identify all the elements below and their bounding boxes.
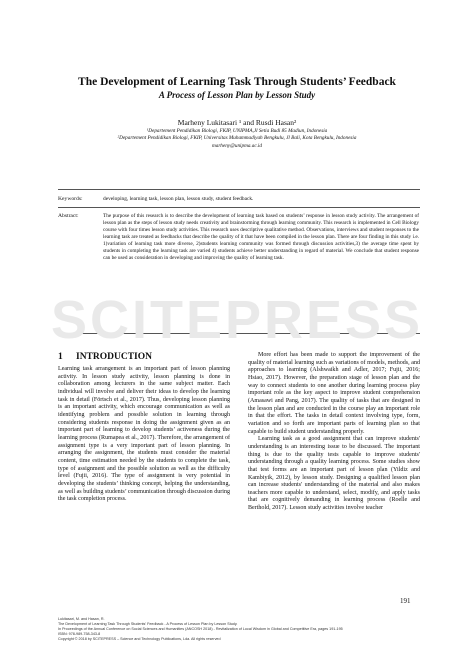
affiliation-2: ²Departement Pendidikan Biologi, FKIP, Universitas Muhammadiyah Bengkulu, Jl Bali, Kota Bengkulu, Indonesia xyxy=(117,135,357,142)
right-column xyxy=(248,352,420,513)
intro-paragraph-1: Learning task arrangement is an important part of lesson planning activity. In lesson study activity, lesson planning is done in collaboration among lecturers in the same subject matter. Each individual will involve and deliver their ideas to develop the learning task in detail (Förtsch et al., 2017). Thus, developing lesson planning is an important activity, which encourage communication as well as identifying problem and possible solution in learning through considering students response in doing the assignment given as an important part of learning to develop students’ activeness during the learning process (Rumapea et al., 2017). Therefore, the arrangement of assignment type is a very important part of lesson planning. In arranging the assignment, the students must consider the material content, time estimation needed by the students to complete the task, type of assignment and the possible solution as well as the difficulty level (Fujii, 2016). The type of assignment is very potential in developing the students’ thinking concept, helping the understanding, as well as building students’ communication through discussion during the task completion process. xyxy=(58,366,230,503)
affiliation-1: ¹Departement Pendidikan Biologi, FKIP, UNIPMA,Jl Setia Budi 85 Madiun, Indonesia xyxy=(146,128,328,134)
keywords-label: Keywords: xyxy=(58,196,83,202)
abstract-text: The purpose of this research is to describe the development of learning task based on students’ response in lesson study activity. The arrangement of lesson plan as the steps of lesson study needs creativity and brainstorming through learning community. This research is implemented in Cell Biology course with four times lesson study activities. This research uses descriptive qualitative method. Observations, interviews and student responses to the learning task are treated as feedbacks that describe the quality of it that have been compiled in the lesson plan. There are four finding in this study i.e. 1)variation of learning task more diverse, 2)students learning community was formed through discussion activities,3) the average time spent by students in completing the learning task are varied 4) students achieve better understanding in regard of material. We conclude that student response can be used as consideration in developing and improving the quality of learning task. xyxy=(103,213,419,262)
citation-footer xyxy=(58,617,428,642)
section-heading-introduction xyxy=(58,352,152,363)
paper-subtitle: A Process of Lesson Plan by Lesson Study xyxy=(158,90,316,100)
left-column xyxy=(58,366,230,504)
keywords-bottom-rule xyxy=(58,207,420,208)
publisher-watermark: SCITEPRESS xyxy=(50,290,424,350)
footer-line-3: In Proceedings of the Annual Conference on Social Sciences and Humanities (ANCOSH 2018) - Revitalization of Local Wisdom in Global and Competitive Era, pages 191-195 xyxy=(58,627,343,631)
footer-line-2: The Development of Learning Task Through Students’ Feedback - A Process of Lesson Plan by Lesson Study. xyxy=(58,622,238,626)
page-number: 191 xyxy=(400,597,411,605)
author-list: Marheny Lukitasari ¹ and Rusdi Hasan² xyxy=(177,118,297,127)
paper-title: The Development of Learning Task Through Students’ Feedback xyxy=(78,76,396,88)
author-email: marheny@unipma.ac.id xyxy=(212,142,262,149)
section-number: 1 xyxy=(58,352,63,362)
intro-paragraph-3: Learning task as a good assignment that can improve students' understanding is an interesting issue to be discussed. The important thing is due to the quality tests capable to improve students' understanding through a quality learning process. Some studies show that test forms are an important part of lesson plan (Yildiz and Kambiyik, 2012), by lesson study. Designing a qualified lesson plan can increase students' understanding of the material and also makes teachers more capable to understand, select, modify, and apply tasks that are cognitively demanding in learning process (Roelle and Berthold, 2017). Lesson study activities involve teacher xyxy=(248,436,420,512)
affiliations xyxy=(40,128,434,150)
footer-line-5: Copyright © 2018 by SCITEPRESS – Science and Technology Publications, Lda. All rights reserved xyxy=(58,637,221,641)
abstract-label: Abstract: xyxy=(58,213,79,219)
keywords-top-rule xyxy=(58,189,420,190)
footer-line-4: ISBN: 978-989-758-343-8 xyxy=(58,632,101,636)
intro-paragraph-2: More effort has been made to support the improvement of the quality of material learning such as variations of models, methods, and approaches to learning (Alshwaikh and Adler, 2017; Fujii, 2016; Hsiao, 2017). However, the preparation stage of lesson plan and the way to connect students to one another during learning process play important role as the key aspect to improve student comprehension (Amasawi and Pang, 2017). The quality of tasks that are designed in the lesson plan and are conducted in the course play an important role in that the effort. The tasks in detail context involving type, form, variation and so forth are important parts of learning plan so that capable to build student understanding properly. xyxy=(248,352,420,435)
footer-line-1: Lukitasari, M. and Hasan, R. xyxy=(58,617,105,621)
keywords-text: developing, learning task, lesson plan, lesson study, student feedback. xyxy=(103,196,254,202)
section-title: INTRODUCTION xyxy=(76,352,153,362)
